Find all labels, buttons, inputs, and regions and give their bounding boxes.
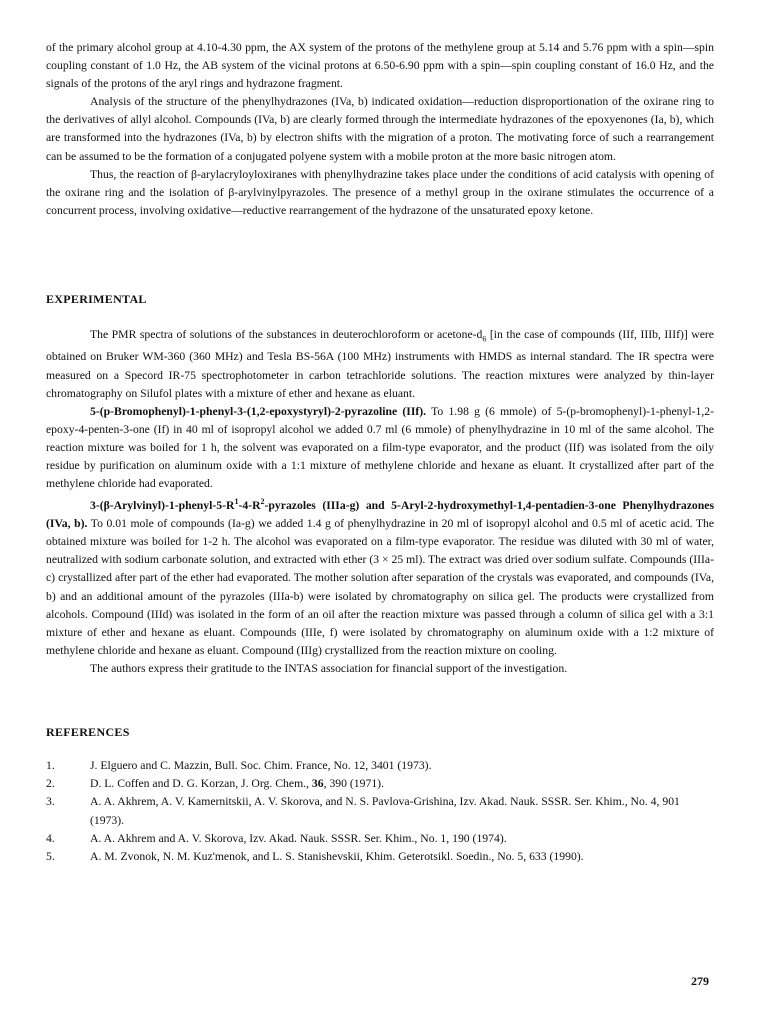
reference-item — [46, 775, 714, 793]
paragraph-synthesis-IIf — [46, 403, 714, 493]
reference-text: A. M. Zvonok, N. M. Kuz'menok, and L. S. Stanishevskii, Khim. Geterotsikl. Soedin., No. 5, 633 (1990). — [90, 850, 584, 864]
paragraph-conclusion: Thus, the reaction of β-arylacryloyloxiranes with phenylhydrazine takes place under the conditions of acid catalysis with opening of the oxirane ring and the isolation of β-arylvinylpyrazoles. The presence of a methyl group in the oxirane stimulates the occurrence of a concurrent process, involving oxidative—reductive rearrangement of the hydrazone of the unsaturated epoxy ketone. — [46, 167, 714, 217]
discussion-section — [46, 39, 714, 220]
experimental-section — [46, 326, 714, 678]
reference-number: 5. — [46, 850, 55, 864]
paragraph-structure-analysis: Analysis of the structure of the phenylhydrazones (IVa, b) indicated oxidation—reduction disproportionation of the oxirane ring to the derivatives of allyl alcohol. Compounds (IVa, b) are clearly formed through the intermediate hydrazones of the epoxyenones (Ia, b), which are transformed into the hydrazones (IVa, b) by electron shifts with the migration of a proton. The motivating force of such a rearrangement can be assumed to be the formation of a conjugated polyene system with a mobile proton at the more basic nitrogen atom. — [46, 95, 714, 163]
subscript-6: 6 — [482, 334, 487, 344]
reference-number: 4. — [46, 831, 55, 845]
references-list — [46, 757, 714, 866]
reference-number: 2. — [46, 777, 55, 791]
paragraph-synthesis-IIIa-g — [46, 493, 714, 660]
reference-text: A. A. Akhrem, A. V. Kamernitskii, A. V. Skorova, and N. S. Pavlova-Grishina, Izv. Akad. Nauk. SSSR. Ser. Khim., No. 4, 901 (1973). — [90, 795, 680, 827]
volume-number: 36 — [311, 777, 324, 791]
reference-item — [46, 848, 714, 866]
instruments-text-b: [in the case of compounds (IIf, IIIb, IIIf)] were obtained on Bruker WM-360 (360 MHz) and Tesla BS-56A (100 MHz) instruments with HMDS as internal standard. The IR spectra were measured on a Specord IR-75 spectrophotometer in carbon tetrachloride solutions. The reaction mixtures were analyzed by thin-layer chromatography on Silufol plates with a mixture of ether and hexane as eluant. — [46, 328, 714, 400]
reference-text: A. A. Akhrem and A. V. Skorova, Izv. Akad. Nauk. SSSR. Ser. Khim., No. 1, 190 (1974). — [90, 831, 507, 845]
paragraph-nmr-signals: of the primary alcohol group at 4.10-4.30 ppm, the AX system of the protons of the methylene group at 5.14 and 5.76 ppm with a spin—spin coupling constant of 1.0 Hz, the AB system of the vicinal protons at 6.50-6.90 ppm with a spin—spin coupling constant of 16.0 Hz, and the signals of the protons of the aryl rings and hydrazone fragment. — [46, 41, 714, 91]
experimental-heading: EXPERIMENTAL — [46, 292, 147, 306]
reference-item — [46, 830, 714, 848]
compound-title-IIIa-g: $3-(\beta-Arylvinyl)-1-phenyl-5-R^1-4-R^2$-pyrazoles (IIIa-g) and 5-Aryl-2-hydroxymethyl-1,4-pentadien-3-one Phenylhydrazones (IVa, b). — [46, 497, 714, 531]
reference-text: J. Elguero and C. Mazzin, Bull. Soc. Chim. France, No. 12, 3401 (1973). — [90, 759, 432, 772]
page-number: 279 — [691, 974, 709, 988]
instruments-text-a: The PMR spectra of solutions of the substances in deuterochloroform or acetone-d — [90, 328, 483, 341]
reference-item — [46, 757, 714, 775]
procedure-text-IIIa-g: To 0.01 mole of compounds (Ia-g) we added 1.4 g of phenylhydrazine in 20 ml of isopropyl alcohol and 0.5 ml of acetic acid. The obtained mixture was boiled for 1-2 h. The alcohol was evaporated on a film-type evaporator. The residue was diluted with 30 ml of water, neutralized with sodium carbonate solution, and extracted with ether (3 × 25 ml). The extract was dried over sodium sulfate. Compounds (IIIa-c) crystallized after part of the ether had evaporated. The mother solution after separation of the crystals was evaporated, and compounds (IVa, b) and an additional amount of the pyrazoles (IIIa-b) were isolated by chromatography on silica gel. The products were crystallized from alcohols. Compound (IIId) was isolated in the form of an oil after the reaction mixture was passed through a column of silica gel with a 3:1 mixture of ether and hexane as eluant. Compounds (IIIe, f) were isolated by chromatography on aluminum oxide with a 1:2 mixture of methylene chloride and hexane as eluant. Compound (IIIg) crystallized from the reaction mixture on cooling. — [46, 517, 715, 657]
compound-title-IIf: 5-(p-Bromophenyl)-1-phenyl-3-(1,2-epoxystyryl)-2-pyrazoline (IIf). — [90, 404, 427, 418]
reference-text: D. L. Coffen and D. G. Korzan, J. Org. Chem., 36, 390 (1971). — [90, 777, 384, 791]
reference-number: 1. — [46, 759, 55, 772]
reference-item — [46, 793, 714, 829]
procedure-text-IIf: To 1.98 g (6 mmole) of 5-(p-bromophenyl)-1-phenyl-1,2-epoxy-4-penten-3-one (If) in 40 ml of isopropyl alcohol we added 0.7 ml (6 mmole) of phenylhydrazine in 10 ml of the same alcohol. The reaction mixture was boiled for 1 h, the solvent was evaporated on a film-type evaporator, and the product (IIf) was isolated from the oily residue by purification on aluminum oxide with a 1:1 mixture of methylene chloride and hexane as eluant. It crystallized after part of the methylene chloride had evaporated. — [46, 404, 714, 491]
paragraph-acknowledgement: The authors express their gratitude to the INTAS association for financial support of the investigation. — [90, 661, 568, 675]
paragraph-instruments — [46, 326, 714, 403]
reference-number: 3. — [46, 795, 55, 809]
references-heading: REFERENCES — [46, 725, 130, 739]
